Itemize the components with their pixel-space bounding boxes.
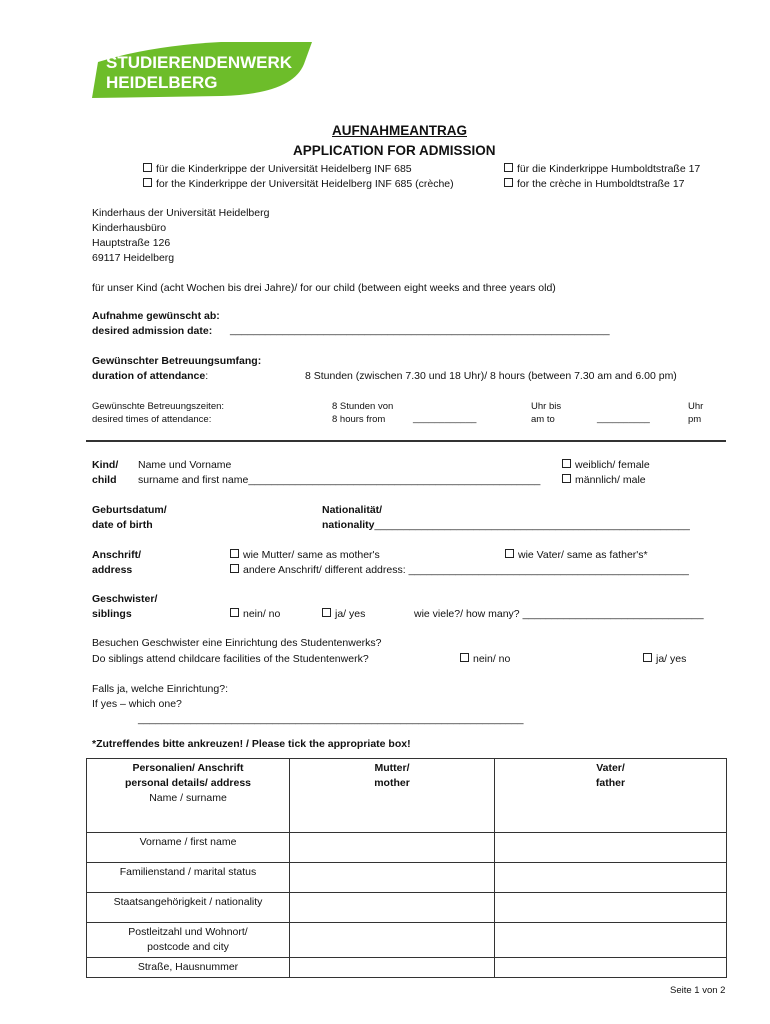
- logo-line2: HEIDELBERG: [106, 73, 218, 92]
- checkbox-icon: [230, 549, 239, 558]
- divider: [86, 440, 726, 442]
- mother-cell[interactable]: [290, 923, 495, 958]
- page-number: Seite 1 von 2: [670, 985, 726, 996]
- addr-other-option[interactable]: andere Anschrift/ different address: ________________________________________________: [230, 564, 689, 576]
- nationality-field[interactable]: nationality______________________________________________________: [322, 519, 690, 531]
- times-from-de: 8 Stunden von: [332, 401, 394, 412]
- checkbox-icon: [505, 549, 514, 558]
- end-time-field[interactable]: __________: [597, 413, 650, 424]
- header-personal: Personalien/ Anschrift personal details/ address Name / surname: [87, 759, 290, 833]
- child-label-en: child: [92, 474, 117, 486]
- siblings-yes-option[interactable]: ja/ yes: [322, 608, 365, 620]
- header-father: Vater/ father: [495, 759, 727, 833]
- mother-cell[interactable]: [290, 833, 495, 863]
- checkbox-icon: [143, 163, 152, 172]
- row-label: Postleitzahl und Wohnort/ postcode and city: [87, 923, 290, 958]
- row-label: Vorname / first name: [87, 833, 290, 863]
- tick-note: *Zutreffendes bitte ankreuzen! / Please tick the appropriate box!: [92, 738, 411, 750]
- checkbox-icon: [504, 178, 513, 187]
- siblings-label-en: siblings: [92, 608, 132, 620]
- checkbox-icon: [460, 653, 469, 662]
- attendance-label-en: duration of attendance:: [92, 370, 209, 382]
- row-label: Name / surname: [149, 792, 227, 804]
- child-name-field[interactable]: surname and first name__________________________________________________: [138, 474, 541, 486]
- facilities-question-de: Besuchen Geschwister eine Einrichtung des Studentenwerks?: [92, 637, 382, 649]
- attendance-label-de: Gewünschter Betreuungsumfang:: [92, 355, 262, 367]
- child-age-text: für unser Kind (acht Wochen bis drei Jahre)/ for our child (between eight weeks and three years old): [92, 282, 556, 294]
- checkbox-icon: [230, 564, 239, 573]
- address-line: 69117 Heidelberg: [92, 252, 175, 264]
- father-cell[interactable]: [495, 923, 727, 958]
- parents-table: [86, 758, 727, 978]
- times-from-en: 8 hours from: [332, 414, 386, 425]
- birth-label-en: date of birth: [92, 519, 153, 531]
- checkbox-icon: [143, 178, 152, 187]
- father-cell[interactable]: [495, 893, 727, 923]
- child-name-label-de: Name und Vorname: [138, 459, 232, 471]
- siblings-count-field[interactable]: wie viele?/ how many? _______________________________: [414, 608, 704, 620]
- option-humboldt-en[interactable]: for the crèche in Humboldtstraße 17: [504, 178, 685, 190]
- times-end-de: Uhr: [688, 401, 704, 412]
- option-inf-de[interactable]: für die Kinderkrippe der Universität Heidelberg INF 685: [143, 163, 412, 175]
- times-label-de: Gewünschte Betreuungszeiten:: [92, 401, 225, 412]
- checkbox-icon: [230, 608, 239, 617]
- father-cell[interactable]: [495, 958, 727, 978]
- addr-father-option[interactable]: wie Vater/ same as father's*: [505, 549, 648, 561]
- facilities-which-en: If yes – which one?: [92, 698, 182, 710]
- addr-label-en: address: [92, 564, 133, 576]
- admission-date-field[interactable]: _________________________________________________________________: [230, 324, 610, 336]
- address-line: Kinderhausbüro: [92, 222, 167, 234]
- facilities-question-en: Do siblings attend childcare facilities of the Studentenwerk?: [92, 653, 369, 665]
- header-mother: Mutter/ mother: [290, 759, 495, 833]
- times-label-en: desired times of attendance:: [92, 414, 212, 425]
- siblings-no-option[interactable]: nein/ no: [230, 608, 280, 620]
- mother-cell[interactable]: [290, 863, 495, 893]
- facilities-yes-option[interactable]: ja/ yes: [643, 653, 686, 665]
- addr-mother-option[interactable]: wie Mutter/ same as mother's: [230, 549, 380, 561]
- checkbox-icon: [322, 608, 331, 617]
- female-option[interactable]: weiblich/ female: [562, 459, 650, 471]
- father-cell[interactable]: [495, 833, 727, 863]
- checkbox-icon: [504, 163, 513, 172]
- facilities-which-de: Falls ja, welche Einrichtung?:: [92, 683, 228, 695]
- logo-line1: STUDIERENDENWERK: [106, 53, 293, 72]
- nationality-label-de: Nationalität/: [322, 504, 383, 516]
- row-label: Familienstand / marital status: [87, 863, 290, 893]
- birth-label-de: Geburtsdatum/: [92, 504, 167, 516]
- option-humboldt-de[interactable]: für die Kinderkrippe Humboldtstraße 17: [504, 163, 700, 175]
- admission-label-de: Aufnahme gewünscht ab:: [92, 310, 220, 322]
- father-cell[interactable]: [495, 863, 727, 893]
- address-line: Kinderhaus der Universität Heidelberg: [92, 207, 270, 219]
- facilities-which-field[interactable]: __________________________________________________________________: [138, 713, 524, 725]
- start-time-field[interactable]: ____________: [413, 413, 477, 424]
- child-label-de: Kind/: [92, 459, 119, 471]
- facilities-no-option[interactable]: nein/ no: [460, 653, 510, 665]
- row-label: Straße, Hausnummer: [87, 958, 290, 978]
- male-option[interactable]: männlich/ male: [562, 474, 646, 486]
- times-to-en: am to: [531, 414, 555, 425]
- addr-label-de: Anschrift/: [92, 549, 142, 561]
- checkbox-icon: [562, 474, 571, 483]
- siblings-label-de: Geschwister/: [92, 593, 158, 605]
- title-en: APPLICATION FOR ADMISSION: [293, 143, 496, 158]
- checkbox-icon: [643, 653, 652, 662]
- mother-cell[interactable]: [290, 958, 495, 978]
- times-to-de: Uhr bis: [531, 401, 562, 412]
- attendance-value: 8 Stunden (zwischen 7.30 und 18 Uhr)/ 8 hours (between 7.30 am and 6.00 pm): [305, 370, 677, 382]
- mother-cell[interactable]: [290, 893, 495, 923]
- title-de: AUFNAHMEANTRAG: [332, 123, 467, 138]
- row-label: Staatsangehörigkeit / nationality: [87, 893, 290, 923]
- address-line: Hauptstraße 126: [92, 237, 171, 249]
- checkbox-icon: [562, 459, 571, 468]
- times-end-en: pm: [688, 414, 702, 425]
- studierendenwerk-logo: [92, 42, 312, 98]
- option-inf-en[interactable]: for the Kinderkrippe der Universität Heidelberg INF 685 (crèche): [143, 178, 454, 190]
- admission-label-en: desired admission date:: [92, 325, 213, 337]
